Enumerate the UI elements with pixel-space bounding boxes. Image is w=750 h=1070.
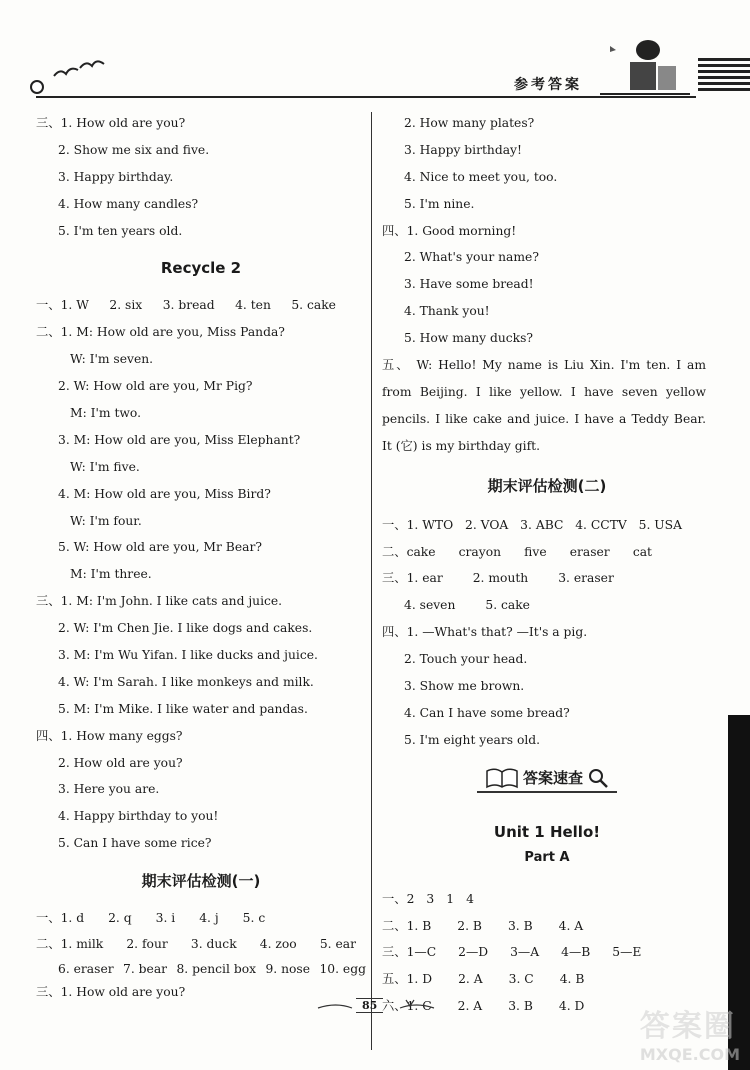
answer-row [382,539,712,566]
answer-item: 6. eraser [58,962,114,977]
answer-row [382,565,712,592]
answer-item: 3. duck [190,937,237,952]
answer-item: 2. B [457,918,482,933]
answer-item: 4. B [559,972,585,987]
answer-line: 4. Nice to meet you, too. [404,169,558,184]
answer-item: 一、2 [382,891,415,906]
answer-line: 3. Here you are. [58,782,160,797]
answer-item: 一、1. W [36,298,89,313]
answer-item: 4. CCTV [575,517,627,532]
answer-line: 三、1. How old are you? [36,985,186,1000]
answer-item: 4 [466,891,474,906]
answer-row [382,886,712,913]
spacer [382,872,712,886]
answer-row [382,592,712,619]
answer-row [382,512,712,539]
answer-item: 5. ear [319,937,356,952]
column-divider [371,112,372,1050]
answer-line: 3. Happy birthday! [404,142,522,157]
answer-line: 3. M: I'm Wu Yifan. I like ducks and juice. [58,648,318,663]
answer-item: 二、1. B [382,918,432,933]
answer-line: M: I'm three. [70,567,152,582]
answer-line: 5. M: I'm Mike. I like water and pandas. [58,701,308,716]
answer-line: 2. How old are you? [58,755,183,770]
answer-line: 2. How many plates? [404,116,535,130]
section-heading-final-exam-1: 期末评估检测(一) [141,872,261,891]
answer-line: 三、1. M: I'm John. I like cats and juice. [36,594,283,609]
answer-item: 3. i [155,911,176,926]
answer-item: 5—E [612,945,642,960]
answer-line: 四、1. How many eggs? [36,728,183,743]
answer-item: 4. D [558,999,585,1014]
answer-row [382,913,712,940]
open-book-icon [485,767,519,789]
answer-row [36,292,366,319]
answer-line: 5. I'm eight years old. [404,732,541,747]
answer-item: 3. B [507,918,533,933]
answer-line: 二、1. M: How old are you, Miss Panda? [36,325,285,340]
answer-line: 4. Happy birthday to you! [58,809,219,824]
answer-item: 3. bread [162,298,215,313]
answer-item: 三、1—C [382,945,437,960]
answer-item: cat [632,544,652,559]
answer-item: eraser [569,544,610,559]
answer-item: five [524,544,547,559]
answer-row [36,905,366,932]
part-title: Part A [524,849,570,865]
answer-line: W: I'm five. [70,459,140,474]
answer-line: 四、1. Good morning! [382,223,517,238]
birds-icon [50,58,110,82]
answer-line: 4. Thank you! [404,304,490,319]
answer-item: 三、1. ear [382,571,443,586]
answer-line: 2. What's your name? [404,250,539,265]
answer-item: 一、1. WTO [382,517,454,532]
watermark-url: MXQE.COM [639,1045,740,1064]
answer-item: 9. nose [265,962,311,977]
watermark-logo: 答案圈 [639,1009,736,1044]
answer-item: 二、1. milk [36,937,104,952]
answer-item: 4. A [558,918,584,933]
answer-item: 二、cake [382,544,436,559]
answer-item: 3. B [508,999,533,1014]
answer-item: 5. cake [485,598,530,613]
quick-answer-banner [382,754,712,806]
answer-item: 2. A [458,972,483,987]
magnifier-icon [587,767,609,789]
answer-line: 5. Can I have some rice? [58,836,212,851]
answer-line: 3. Show me brown. [404,678,525,693]
unit-title: Unit 1 Hello! [493,822,601,841]
answer-paragraph: 五、 W: Hello! My name is Liu Xin. I'm ten. I am from Beijing. I like yellow. I have seven yellow pencils. I like cake and juice. I have a Teddy Bear. It (它) is my birthday gift. [382,358,706,453]
answer-line: 2. W: I'm Chen Jie. I like dogs and cakes. [58,621,313,636]
answer-item: crayon [458,544,502,559]
answer-line: 三、1. How old are you? [36,116,186,130]
answer-item: 六、1. C [382,999,432,1014]
answer-item: 3. ABC [520,517,564,532]
section-heading-final-exam-2: 期末评估检测(二) [487,476,607,495]
answer-line: 4. W: I'm Sarah. I like monkeys and milk. [58,674,314,689]
answer-line: 4. Can I have some bread? [404,705,570,720]
answer-line: 2. W: How old are you, Mr Pig? [58,379,253,394]
answer-row [382,939,712,966]
answer-item: 2. q [108,911,132,926]
answer-line: 4. M: How old are you, Miss Bird? [58,486,271,501]
answer-row [36,957,366,982]
answer-line: M: I'm two. [70,406,142,421]
answer-item: 一、1. d [36,911,85,926]
answer-item: 8. pencil box [176,962,257,977]
answer-line: 2. Touch your head. [404,652,528,667]
quick-answer-badge [477,767,617,793]
answer-item: 2. A [457,999,483,1014]
answer-line: 4. How many candles? [58,196,199,211]
answer-line: 2. Show me six and five. [58,142,210,157]
page-header [0,0,750,110]
page-title: 参考答案 [514,77,582,93]
answer-line: 3. M: How old are you, Miss Elephant? [58,432,301,447]
header-rule [36,96,696,98]
answer-item: 4. j [199,911,219,926]
answer-item: 4. seven [404,598,456,613]
answer-item: 3. eraser [558,571,614,586]
quick-answer-title: 答案速查 [522,769,583,788]
answer-line: 四、1. —What's that? —It's a pig. [382,625,588,640]
answer-line: W: I'm seven. [70,352,154,367]
answer-item: 五、1. D [382,972,433,987]
section-heading-recycle-2: Recycle 2 [160,259,242,278]
answer-line: 5. I'm nine. [404,196,475,211]
answer-item: 5. cake [291,298,336,313]
answer-line: 5. W: How old are you, Mr Bear? [58,540,262,555]
answer-item: 10. egg [319,962,366,977]
answer-line: 5. I'm ten years old. [58,223,183,238]
answer-item: 4. ten [235,298,271,313]
answer-item: 4. zoo [259,937,297,952]
header-dot [30,80,44,94]
answer-line: 3. Have some bread! [404,277,534,292]
answer-item: 2. four [126,937,168,952]
answer-item: 7. bear [123,962,168,977]
answer-item: 2. mouth [472,571,529,586]
page-number: 85 [356,998,383,1013]
answer-item: 3 [426,891,435,906]
answer-item: 5. c [242,911,266,926]
answer-item: 2. VOA [465,517,509,532]
answer-item: 2—D [458,945,489,960]
answer-item: 2. six [109,298,143,313]
answer-item: 4—B [561,945,591,960]
answer-item: 1 [446,891,455,906]
answer-item: 5. USA [638,517,682,532]
answer-item: 3. C [508,972,534,987]
watermark [640,1001,740,1064]
answer-line: 3. Happy birthday. [58,169,174,184]
decorative-illustration-icon [600,36,690,100]
left-column [36,110,366,1002]
right-column [382,110,712,1020]
answer-line: 5. How many ducks? [404,331,534,346]
header-stripes [698,58,750,98]
answer-item: 3—A [510,945,540,960]
answer-row [36,932,366,957]
answer-line: W: I'm four. [70,513,142,528]
